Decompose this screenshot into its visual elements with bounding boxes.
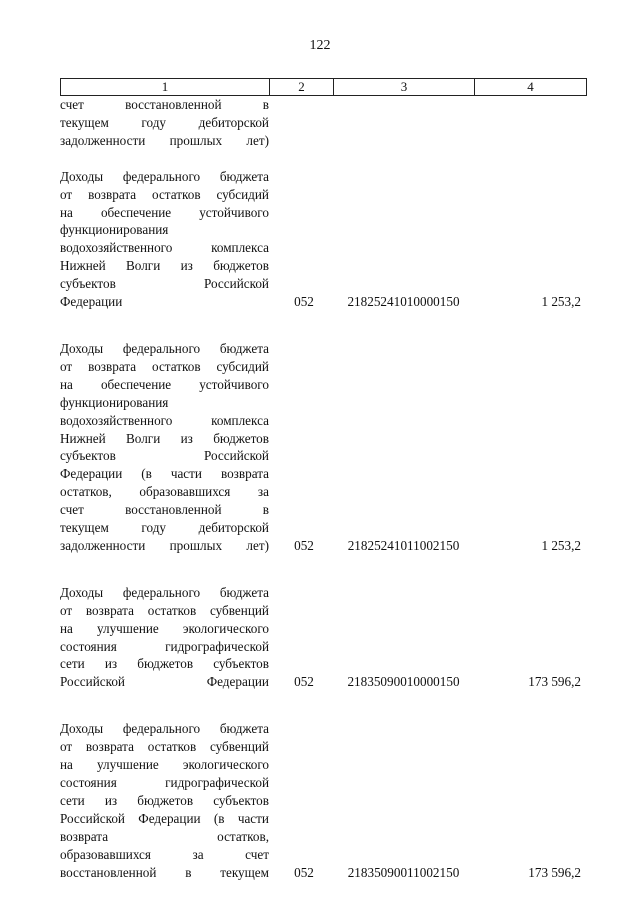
description-line: от возврата остатков субсидий [60,186,269,202]
row-description [60,96,269,150]
description-line: текущем году дебиторской [60,114,269,130]
column-header-3: 3 [334,79,475,95]
row-description [60,168,269,311]
column-header-4: 4 [527,79,534,94]
column-header-2: 2 [270,79,334,95]
description-line: на улучшение экологического [60,757,269,773]
description-line: сети из бюджетов субъектов [60,656,269,672]
description-line: от возврата остатков субвенций [60,739,269,755]
description-line: функционирования [60,394,169,410]
description-line: Нижней Волги из бюджетов [60,430,269,446]
description-line: Нижней Волги из бюджетов [60,258,269,274]
row-amount: 173 596,2 [528,674,581,690]
row-description [60,584,269,691]
description-line: возврата остатков, [60,828,269,844]
description-line: остатков, образовавшихся за [60,484,269,500]
row-kbk-code: 21825241011002150 [347,537,460,553]
description-line: Российской Федерации (в части [60,810,269,826]
page-number: 122 [309,38,331,53]
description-line: на улучшение экологического [60,620,269,636]
description-line: состояния гидрографической [60,775,269,790]
description-line: Доходы федерального бюджета [60,340,269,356]
description-line: субъектов Российской [60,448,269,464]
row-admin-code: 052 [294,674,314,690]
description-line: Российской Федерации [60,674,269,690]
description-line: текущем году дебиторской [60,520,269,536]
table-column-header [60,78,587,96]
description-line: водохозяйственного комплекса [60,240,269,256]
description-line: счет восстановленной в [60,97,269,112]
column-header-1: 1 [61,79,270,95]
table-row [60,720,587,881]
description-line: Доходы федерального бюджета [60,168,269,184]
table-row [60,168,587,311]
row-description [60,340,269,555]
description-line: восстановленной в текущем [60,864,269,880]
row-description [60,720,269,881]
description-line: сети из бюджетов субъектов [60,792,269,808]
description-line: Доходы федерального бюджета [60,584,269,600]
table-row [60,340,587,555]
row-amount: 1 253,2 [541,537,581,553]
description-line: субъектов Российской [60,276,269,292]
description-line: на обеспечение устойчивого [60,204,269,220]
description-line: Доходы федерального бюджета [60,721,269,737]
description-line: от возврата остатков субсидий [60,358,269,374]
description-line: образовавшихся за счет [60,846,269,862]
row-admin-code: 052 [294,294,314,310]
description-line: задолженности прошлых лет) [60,132,269,148]
row-amount: 1 253,2 [541,294,581,310]
description-line: от возврата остатков субвенций [60,602,269,618]
description-line: Федерации [60,294,123,310]
description-line: задолженности прошлых лет) [60,537,269,553]
description-line: функционирования [60,222,169,238]
row-kbk-code: 21835090011002150 [347,864,460,880]
description-line: счет восстановленной в [60,502,269,518]
row-admin-code: 052 [294,864,314,880]
row-kbk-code: 21835090010000150 [347,674,460,690]
description-line: водохозяйственного комплекса [60,412,269,428]
row-kbk-code: 21825241010000150 [347,294,460,310]
table-row [60,96,587,150]
description-line: состояния гидрографической [60,638,269,654]
table-body [60,96,587,881]
row-amount: 173 596,2 [528,864,581,880]
description-line: на обеспечение устойчивого [60,376,269,392]
row-admin-code: 052 [294,537,314,553]
description-line: Федерации (в части возврата [60,466,269,482]
table-row [60,584,587,691]
